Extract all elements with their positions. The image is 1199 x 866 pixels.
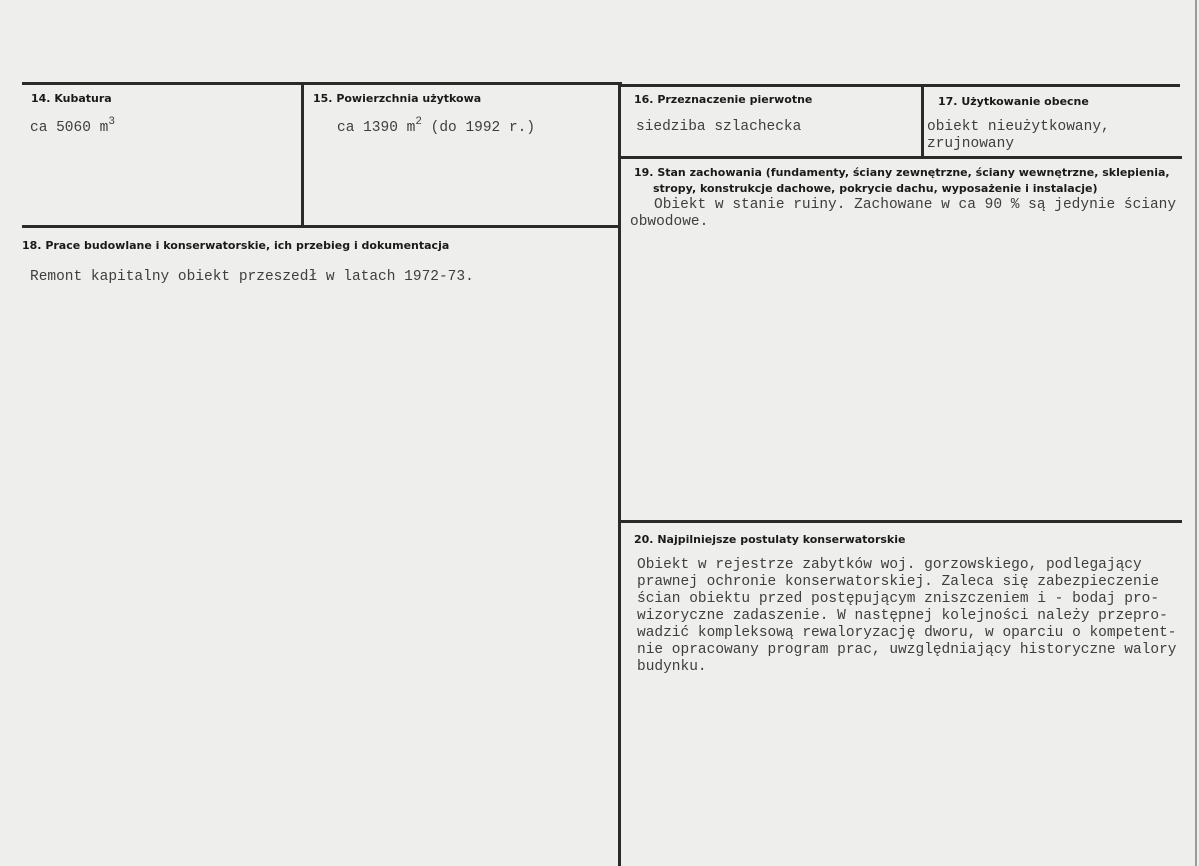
top-rule-left — [22, 82, 622, 85]
stan-zachowania-value-line2: obwodowe. — [630, 214, 709, 230]
uzytkowanie-value-line2: zrujnowany — [927, 136, 1015, 152]
powierzchnia-value-text: ca 1390 m — [337, 120, 416, 136]
przeznaczenie-value: siedziba szlachecka — [636, 119, 802, 135]
kubatura-unit-exponent: 3 — [108, 116, 115, 128]
powierzchnia-label: 15. Powierzchnia użytkowa — [313, 92, 482, 105]
stan-zachowania-label-line2: stropy, konstrukcje dachowe, pokrycie dachu, wyposażenie i instalacje) — [653, 182, 1098, 195]
stan-zachowania-label-line1: 19. Stan zachowania (fundamenty, ściany zewnętrzne, ściany wewnętrzne, sklepienia, — [634, 166, 1170, 179]
rule-under-16-17 — [620, 156, 1182, 159]
postulaty-line: wadzić kompleksową rewaloryzację dworu, w oparciu o kompetent- — [637, 625, 1177, 641]
postulaty-label: 20. Najpilniejsze postulaty konserwatorskie — [634, 533, 906, 546]
powierzchnia-unit-exponent: 2 — [415, 116, 422, 128]
powierzchnia-value-note: (do 1992 r.) — [421, 120, 536, 136]
postulaty-line: prawnej ochronie konserwatorskiej. Zaleca się zabezpieczenie — [637, 574, 1160, 590]
top-rule-right — [620, 84, 1180, 87]
przeznaczenie-label: 16. Przeznaczenie pierwotne — [634, 93, 813, 106]
kubatura-value — [30, 116, 115, 137]
prace-budowlane-value: Remont kapitalny obiekt przeszedł w latach 1972-73. — [30, 269, 474, 285]
uzytkowanie-value-line1: obiekt nieużytkowany, — [927, 119, 1110, 135]
stan-zachowania-value-line1: Obiekt w stanie ruiny. Zachowane w ca 90 % są jedynie ściany — [654, 197, 1177, 213]
postulaty-line: budynku. — [637, 659, 707, 675]
powierzchnia-value — [337, 116, 536, 137]
divider-16-17 — [921, 85, 924, 158]
postulaty-line: Obiekt w rejestrze zabytków woj. gorzowskiego, podlegający — [637, 557, 1142, 573]
rule-above-20 — [620, 520, 1182, 523]
postulaty-line: nie opracowany program prac, uwzględniający historyczne walory — [637, 642, 1177, 658]
postulaty-line: wizoryczne zadaszenie. W następnej kolejności należy przepro- — [637, 608, 1168, 624]
right-edge-strip — [1195, 0, 1197, 866]
postulaty-line: ścian obiektu przed postępującym zniszczeniem i - bodaj pro- — [637, 591, 1160, 607]
main-vertical-divider — [618, 82, 621, 866]
prace-budowlane-label: 18. Prace budowlane i konserwatorskie, ich przebieg i dokumentacja — [22, 239, 450, 252]
divider-14-15 — [301, 82, 304, 227]
kubatura-label: 14. Kubatura — [31, 92, 112, 105]
uzytkowanie-label: 17. Użytkowanie obecne — [938, 95, 1089, 108]
kubatura-value-text: ca 5060 m — [30, 120, 109, 136]
rule-under-14-15 — [22, 225, 620, 228]
